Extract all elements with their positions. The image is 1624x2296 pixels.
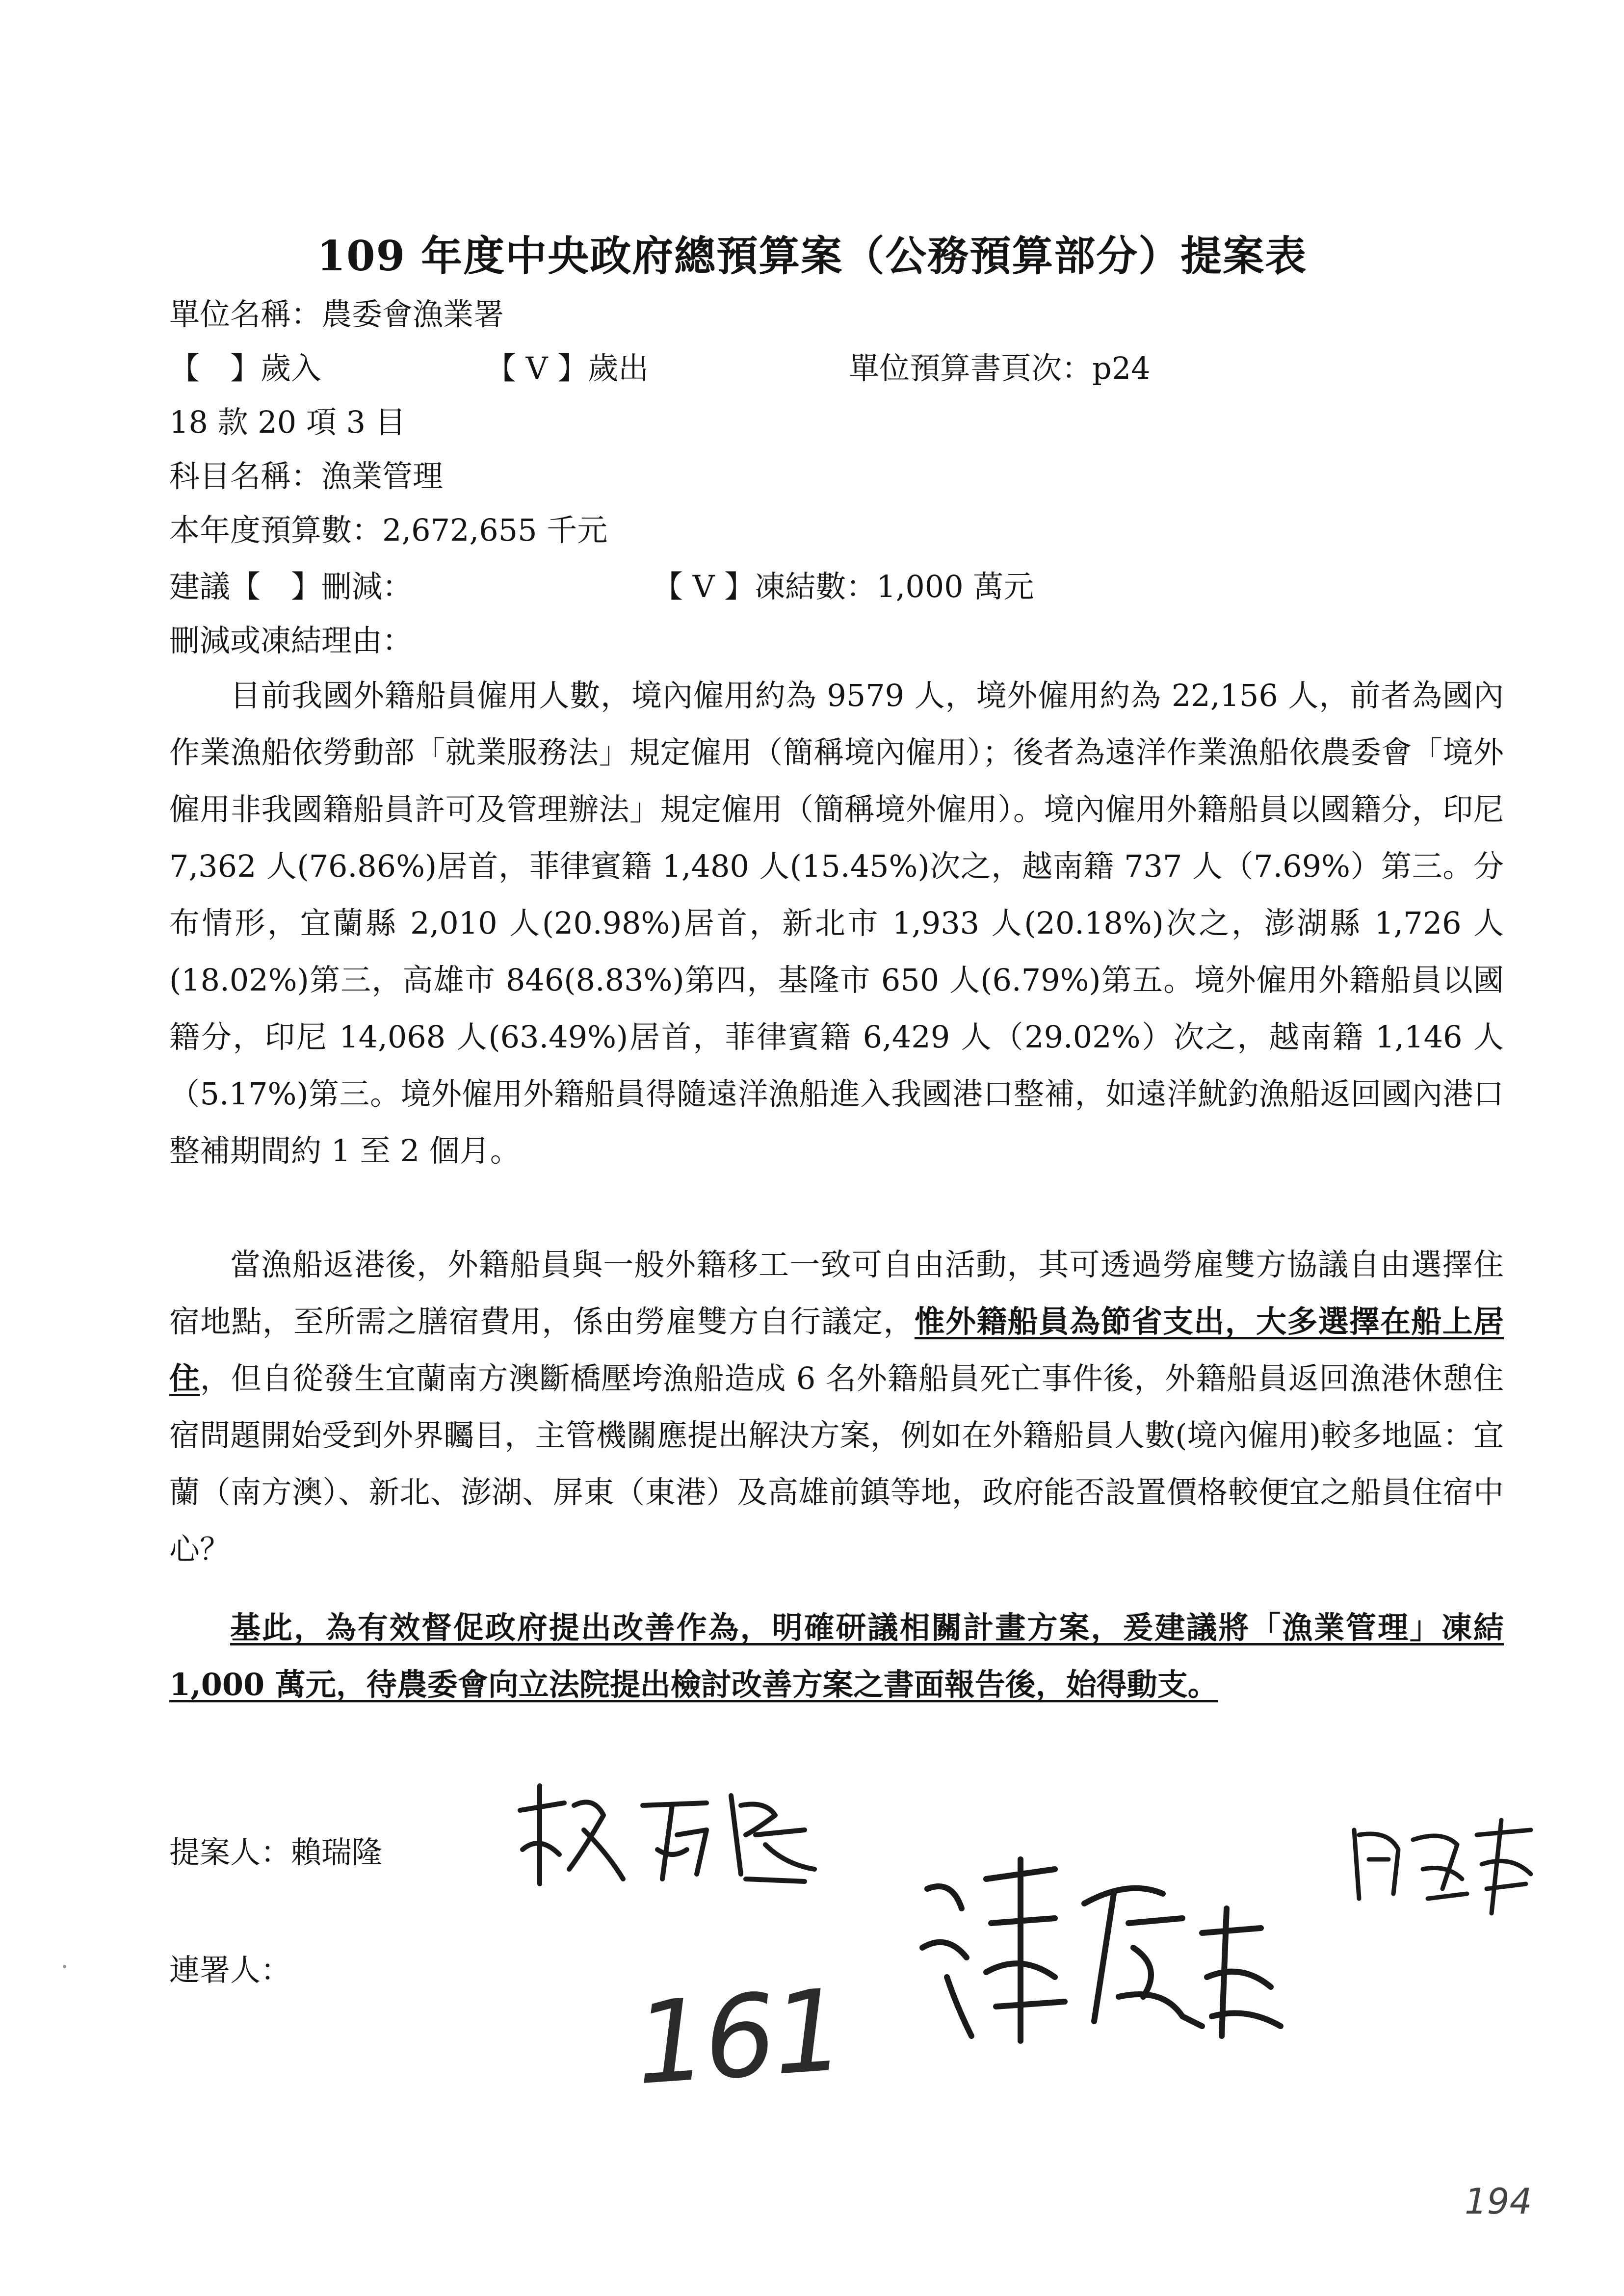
revenue-checkbox-label: 【 】歲入 bbox=[169, 350, 322, 386]
cosigner-label: 連署人： bbox=[169, 1952, 291, 1988]
budget-book-page-ref: 單位預算書頁次：p24 bbox=[849, 350, 1151, 386]
proposer-label: 提案人：賴瑞隆 bbox=[169, 1834, 383, 1870]
paragraph-2-text-before: 當漁船返港後，外籍船員與一般外籍移工一致可自由活動，其可透過勞雇雙方協議自由選擇住宿地點，至所需之膳宿費用，係由勞雇雙方自行議定， bbox=[169, 1247, 1504, 1339]
handwritten-number: 161 bbox=[631, 1965, 846, 2111]
cut-checkbox-label: 建議【 】刪減： bbox=[169, 569, 413, 604]
reason-paragraph-2 bbox=[169, 1236, 1504, 1578]
resolution-paragraph bbox=[169, 1599, 1504, 1713]
cosigner-signature-2 bbox=[1344, 1810, 1541, 1918]
page-number: 194 bbox=[1465, 2181, 1532, 2222]
freeze-checkbox-label: 【 V 】凍結數：1,000 萬元 bbox=[653, 569, 1034, 604]
cosigner-signature-1 bbox=[908, 1850, 1300, 2056]
proposal-row bbox=[169, 569, 1034, 604]
paragraph-2-text-after: ，但自從發生宜蘭南方澳斷橋壓垮漁船造成 6 名外籍船員死亡事件後，外籍船員返回漁港休憩住宿問題開始受到外界矚目，主管機關應提出解決方案，例如在外籍船員人數(境內僱用)較多地區：宜蘭（南方澳）、新北、澎湖、屏東（東港）及高雄前鎮等地，政府能否設置價格較便宜之船員住宿中心？ bbox=[169, 1360, 1504, 1567]
reason-paragraph-1: 目前我國外籍船員僱用人數，境內僱用約為 9579 人，境外僱用約為 22,156 人，前者為國內作業漁船依勞動部「就業服務法」規定僱用（簡稱境內僱用）；後者為遠洋作業漁船依農委會「境外僱用非我國籍船員許可及管理辦法」規定僱用（簡稱境外僱用）。境內僱用外籍船員以國籍分，印尼 7,362 人(76.86%)居首，菲律賓籍 1,480 人(15.45%)次之，越南籍 737 人（7.69%）第三。分布情形，宜蘭縣 2,010 人(20.98%)居首，新北市 1,933 人(20.18%)次之，澎湖縣 1,726 人(18.02%)第三，高雄市 846(8.83%)第四，基隆市 650 人(6.79%)第五。境外僱用外籍船員以國籍分，印尼 14,068 人(63.49%)居首，菲律賓籍 6,429 人（29.02%）次之，越南籍 1,146 人（5.17%)第三。境外僱用外籍船員得隨遠洋漁船進入我國港口整補，如遠洋魷釣漁船返回國內港口整補期間約 1 至 2 個月。 bbox=[169, 678, 1504, 1169]
subject-name: 科目名稱：漁業管理 bbox=[169, 458, 444, 494]
document-title: 109 年度中央政府總預算案（公務預算部分）提案表 bbox=[316, 232, 1308, 280]
budget-type-row bbox=[169, 350, 1151, 386]
scan-speck bbox=[63, 1965, 66, 1968]
expenditure-checkbox-label: 【 V 】歲出 bbox=[486, 350, 649, 386]
paragraph-2-emphasis: 惟外籍船員為節省支出，大多選擇在船上居住 bbox=[169, 1304, 1504, 1396]
item-code: 18 款 20 項 3 目 bbox=[169, 404, 406, 440]
proposer-signature bbox=[510, 1776, 824, 1904]
resolution-text: 基此，為有效督促政府提出改善作為，明確研議相關計畫方案，爰建議將「漁業管理」凍結 1,000 萬元，待農委會向立法院提出檢討改善方案之書面報告後，始得動支。 bbox=[169, 1610, 1504, 1702]
budget-amount: 本年度預算數：2,672,655 千元 bbox=[169, 512, 608, 548]
reason-label: 刪減或凍結理由： bbox=[169, 623, 413, 658]
unit-name: 單位名稱：農委會漁業署 bbox=[169, 296, 504, 332]
